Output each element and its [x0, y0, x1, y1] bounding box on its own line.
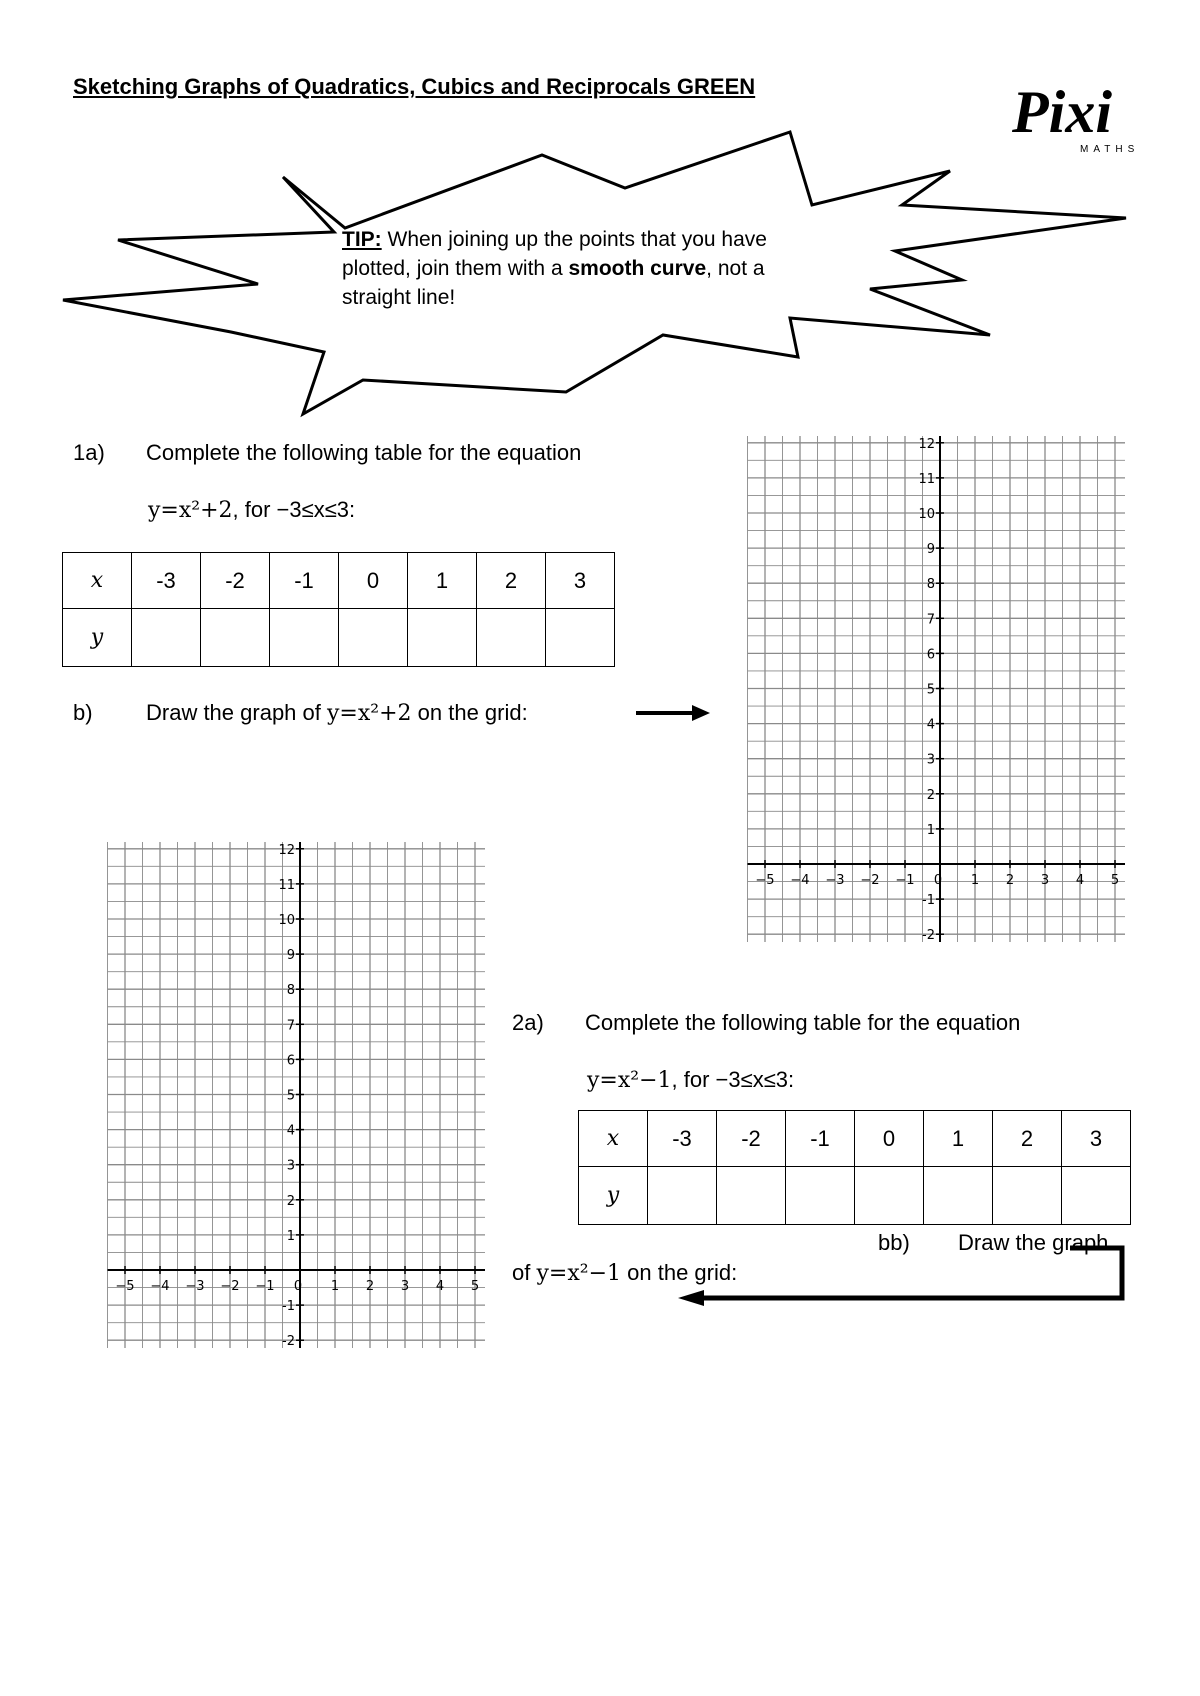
q1-y-cell[interactable]	[339, 609, 408, 667]
q1-x-cell: -3	[132, 553, 201, 609]
y-tick-label: 11	[918, 471, 935, 487]
q1-x-row	[63, 553, 615, 609]
q1-graph-grid[interactable]	[745, 436, 1125, 942]
y-tick-label: 3	[286, 1158, 295, 1174]
y-tick-label: 8	[926, 577, 935, 593]
x-tick-label: 5	[470, 1279, 480, 1294]
q1-y-cell[interactable]	[408, 609, 477, 667]
q1-value-table	[62, 552, 615, 667]
x-tick-label: 2	[1005, 873, 1015, 888]
q1-y-cell[interactable]	[477, 609, 546, 667]
x-tick-label: −4	[790, 873, 810, 888]
q1-y-header: y	[63, 609, 132, 667]
y-tick-label: 1	[926, 822, 935, 838]
y-tick-label: -1	[282, 1299, 295, 1315]
q2b-suffix: on the grid:	[627, 1260, 738, 1285]
q2-number: 2a)	[512, 1010, 544, 1035]
y-tick-label: 10	[278, 913, 295, 928]
q2-x-cell: 3	[1062, 1111, 1131, 1167]
q2-x-cell: -1	[786, 1111, 855, 1167]
q1-y-cell[interactable]	[132, 609, 201, 667]
y-tick-label: 4	[286, 1123, 295, 1139]
q1-x-cell: 2	[477, 553, 546, 609]
q1-x-cell: 1	[408, 553, 477, 609]
x-tick-label: 2	[365, 1279, 375, 1294]
page-title: Sketching Graphs of Quadratics, Cubics and Reciprocals GREEN	[73, 74, 756, 99]
x-tick-label: 0	[933, 873, 943, 888]
tip-text	[342, 225, 772, 312]
q2-y-cell[interactable]	[648, 1167, 717, 1225]
x-tick-label: 4	[1075, 873, 1085, 888]
q1-equation: y=x²+2	[148, 498, 233, 523]
q2-y-cell[interactable]	[855, 1167, 924, 1225]
y-tick-label: 9	[286, 948, 295, 964]
tip-label: TIP:	[342, 228, 382, 251]
q1-y-cell[interactable]	[546, 609, 615, 667]
q2b-prefix: of	[512, 1260, 531, 1285]
q1-equation-line	[148, 497, 355, 523]
tip-bold: smooth curve	[568, 257, 707, 280]
y-tick-label: 3	[926, 752, 935, 768]
q1-range: , for −3≤x≤3:	[232, 497, 356, 522]
q1-x-cell: 3	[546, 553, 615, 609]
y-tick-label: 12	[918, 436, 935, 452]
x-tick-label: 5	[1110, 873, 1120, 888]
q1-x-cell: -1	[270, 553, 339, 609]
tip-starburst-shape	[0, 0, 1200, 430]
y-tick-label: -2	[922, 928, 935, 942]
x-tick-label: 4	[435, 1279, 445, 1294]
y-tick-label: 7	[286, 1018, 295, 1034]
q2-x-cell: 0	[855, 1111, 924, 1167]
q1-x-cell: 0	[339, 553, 408, 609]
x-tick-label: −2	[220, 1279, 240, 1294]
x-tick-label: −3	[825, 873, 845, 888]
y-tick-label: 2	[286, 1193, 295, 1209]
y-tick-label: -1	[922, 893, 935, 909]
y-tick-label: 6	[286, 1053, 295, 1069]
y-tick-label: 7	[926, 612, 935, 628]
x-tick-label: −3	[185, 1279, 205, 1294]
x-tick-label: −5	[755, 873, 775, 888]
q1-number: 1a)	[73, 440, 105, 465]
y-tick-label: 8	[286, 983, 295, 999]
x-tick-label: 1	[330, 1279, 340, 1294]
x-tick-label: 3	[1040, 873, 1050, 888]
x-tick-label: −5	[115, 1279, 135, 1294]
y-tick-label: 11	[278, 877, 295, 893]
q2-y-row	[579, 1167, 1131, 1225]
y-tick-label: 5	[926, 682, 935, 698]
q2-x-cell: 1	[924, 1111, 993, 1167]
y-tick-label: 4	[926, 717, 935, 733]
q2-y-cell[interactable]	[717, 1167, 786, 1225]
svg-text:MATHS: MATHS	[1080, 144, 1140, 155]
q2-y-cell[interactable]	[1062, 1167, 1131, 1225]
q2-y-cell[interactable]	[924, 1167, 993, 1225]
q1b-text: Draw the graph of	[146, 700, 321, 725]
x-tick-label: 0	[293, 1279, 303, 1294]
q1b-equation: y=x²+2	[327, 701, 412, 726]
y-tick-label: 2	[926, 787, 935, 803]
y-tick-label: -2	[282, 1334, 295, 1348]
tip-text-part1: When joining up the points that you have plotted, join them with a	[342, 228, 767, 280]
y-tick-label: 5	[286, 1088, 295, 1104]
q2-y-cell[interactable]	[993, 1167, 1062, 1225]
x-tick-label: −1	[895, 873, 915, 888]
y-tick-label: 9	[926, 542, 935, 558]
q2-equation: y=x²−1	[587, 1068, 672, 1093]
q2-y-cell[interactable]	[786, 1167, 855, 1225]
q1-x-cell: -2	[201, 553, 270, 609]
q2-x-cell: -2	[717, 1111, 786, 1167]
q2-x-cell: 2	[993, 1111, 1062, 1167]
y-tick-label: 6	[926, 647, 935, 663]
q2b-number: bb)	[878, 1230, 910, 1255]
svg-text:Pixi: Pixi	[1012, 79, 1112, 145]
q2b-equation: y=x²−1	[536, 1261, 622, 1286]
q1-arrow-right-icon	[634, 700, 714, 726]
q2-graph-grid[interactable]	[105, 842, 485, 1348]
q1-x-header: x	[63, 553, 132, 609]
q1-y-cell[interactable]	[201, 609, 270, 667]
q2-equation-line	[587, 1067, 794, 1093]
x-tick-label: −1	[255, 1279, 275, 1294]
q1b-instruction-line	[146, 700, 528, 726]
q1-instruction: Complete the following table for the equation	[146, 440, 582, 465]
q1b-number: b)	[73, 700, 93, 725]
y-tick-label: 10	[918, 507, 935, 522]
q2-instruction: Complete the following table for the equation	[585, 1010, 1021, 1035]
q2-y-header: y	[579, 1167, 648, 1225]
q2-x-cell: -3	[648, 1111, 717, 1167]
q2b-text-line1: Draw the graph	[958, 1230, 1109, 1255]
x-tick-label: −2	[860, 873, 880, 888]
q2-range: , for −3≤x≤3:	[671, 1067, 795, 1092]
q1-y-row	[63, 609, 615, 667]
q2-arrow-left-icon	[670, 1240, 1130, 1310]
y-tick-label: 1	[286, 1228, 295, 1244]
q1b-suffix: on the grid:	[417, 700, 528, 725]
x-tick-label: 1	[970, 873, 980, 888]
q1-y-cell[interactable]	[270, 609, 339, 667]
q2-value-table	[578, 1110, 1131, 1225]
x-tick-label: 3	[400, 1279, 410, 1294]
q2-x-header: x	[579, 1111, 648, 1167]
tip-text-part2: , not a straight line!	[342, 257, 765, 309]
x-tick-label: −4	[150, 1279, 170, 1294]
y-tick-label: 12	[278, 842, 295, 858]
q2-x-row	[579, 1111, 1131, 1167]
